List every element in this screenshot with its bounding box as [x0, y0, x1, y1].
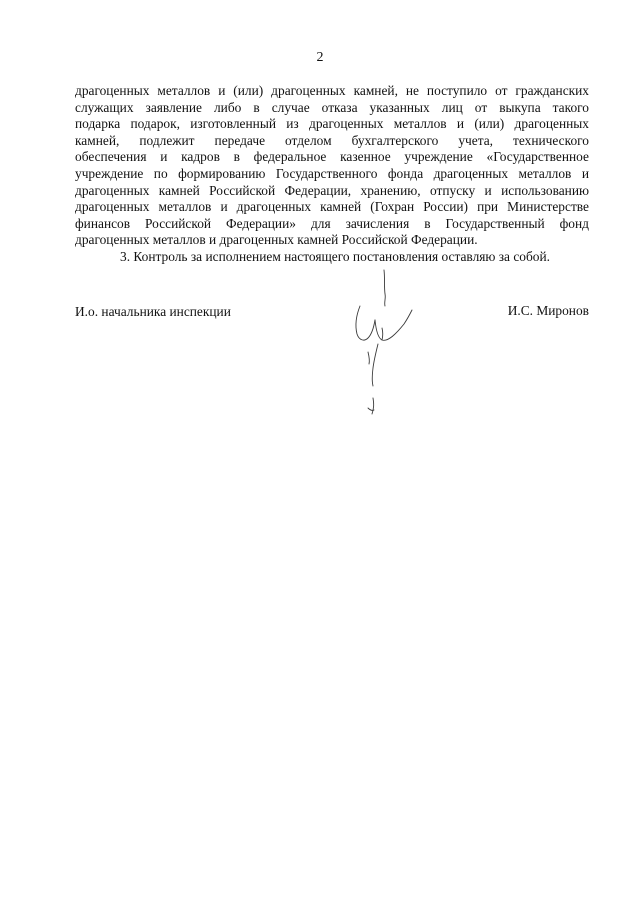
text-line: финансов Российской Федерации» для зачисления в Государственный фонд: [75, 215, 589, 231]
text-line: драгоценных металлов и драгоценных камней (Гохран России) при Министерстве: [75, 199, 589, 215]
text-line: драгоценных металлов и драгоценных камней Российской Федерации.: [75, 232, 478, 248]
document-body: [75, 83, 589, 266]
text-line: учреждение по формированию Государственного фонда драгоценных металлов и: [75, 165, 589, 181]
text-line: обеспечения и кадров в федеральное казенное учреждение «Государственное: [75, 149, 589, 165]
signatory-title: И.о. начальника инспекции: [75, 304, 231, 319]
text-line: драгоценных камней Российской Федерации, хранению, отпуску и использованию: [75, 182, 589, 198]
paragraph-3: 3. Контроль за исполнением настоящего постановления оставляю за собой.: [120, 248, 551, 264]
text-line: подарка подарок, изготовленный из драгоценных металлов и (или) драгоценных: [75, 116, 589, 132]
text-line: камней, подлежит передаче отделом бухгалтерского учета, технического: [75, 132, 589, 148]
handwritten-signature: [338, 268, 418, 418]
page-number: 2: [316, 50, 324, 65]
signatory-name: И.С. Миронов: [507, 303, 589, 318]
text-line: драгоценных металлов и (или) драгоценных камней, не поступило от гражданских: [75, 83, 589, 98]
paragraph-continued: [75, 83, 589, 249]
text-line: служащих заявление либо в случае отказа указанных лиц от выкупа такого: [75, 99, 589, 115]
